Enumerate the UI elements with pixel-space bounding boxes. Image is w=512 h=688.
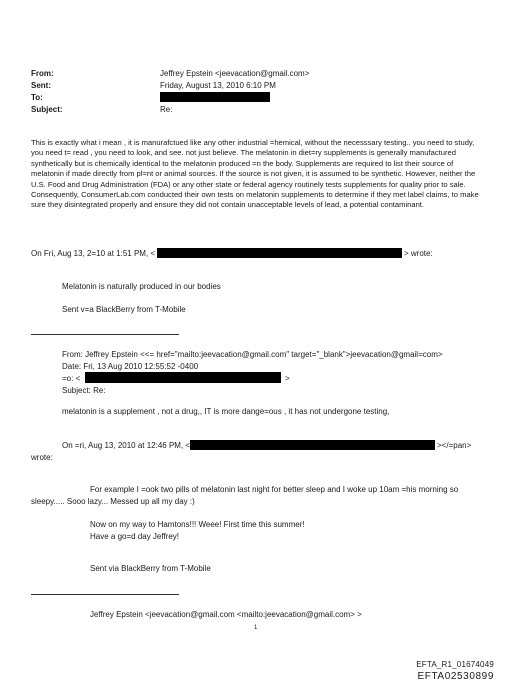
redaction-bar — [160, 92, 270, 102]
separator-line — [31, 594, 179, 595]
forwarded-message: melatonin is a supplement , not a drug,, IT is more dange=ous , it has not undergone testing, — [62, 407, 390, 416]
quote2-on-line: On =ri, Aug 13, 2010 at 12:46 PM, < — [62, 441, 191, 450]
from-label: From: — [31, 69, 54, 78]
quote2-signature: Sent via BlackBerry from T-Mobile — [90, 564, 211, 573]
forwarded-subject: Subject: Re: — [62, 386, 106, 395]
quote2-wrote: wrote: — [31, 453, 53, 462]
separator-line — [31, 334, 179, 335]
quote2-message2-line2: Have a go=d day Jeffrey! — [90, 532, 180, 541]
page-number: 1 — [254, 625, 258, 631]
redaction-bar — [85, 372, 281, 383]
footer-id-1: EFTA_R1_01674049 — [416, 660, 494, 669]
subject-label: Subject: — [31, 105, 63, 114]
quote2-message-line2: sleepy..... Sooo lazy... Messed up all my day :) — [31, 497, 195, 506]
redaction-bar — [190, 440, 435, 450]
quote2-message2-line1: Now on my way to Hamtons!!! Weee! First time this summer! — [90, 520, 305, 529]
forwarded-to: =o: < — [62, 374, 81, 383]
sent-value: Friday, August 13, 2010 6:10 PM — [160, 81, 276, 90]
quote2-on-line-end: ></=pan> — [437, 441, 472, 450]
closing-line: Jeffrey Epstein <jeevacation@gmail.com <mailto:jeevacation@gmail.com> > — [90, 610, 362, 619]
footer-id-2: EFTA02530899 — [417, 671, 494, 682]
sent-label: Sent: — [31, 81, 51, 90]
quote1-wrote: > wrote: — [404, 249, 433, 258]
redaction-bar — [157, 248, 402, 258]
forwarded-from: From: Jeffrey Epstein <<= href="mailto:jeevacation@gmail.com" target="_blank">jeevacation@gmail=com> — [62, 350, 443, 359]
forwarded-date: Date: Fri, 13 Aug 2010 12:55:52 -0400 — [62, 362, 199, 371]
quote1-message: Melatonin is naturally produced in our bodies — [62, 282, 221, 291]
forwarded-to-end: > — [285, 374, 290, 383]
body-paragraph: This is exactly what i mean , it is manurafctued like any other industrial =hemical, without the necesssary testing.. you need to study, you need t= read , you need to look, and see. not just believe. The melatonin in diet=ry supplements is generally manufactured synthetically but is chemically identical to the melatonin produced =n the body. Supplements are required to list their source of melatonin if made directly from pl=nt or animal sources. If the source is not given, it is assumed to be synthetic. However, neither the U.S. Food and Drug Administration (FDA) or any other state or federal agency routinely tests supplements for quality prior to sale. Consequently, ConsumerLab.com conducted their own tests on melatonin supplements to determine if they met label claims, to make sure they disintegrated properly and ensure they did not contain unacceptable levels of lead, a potential contaminant. — [31, 138, 479, 210]
from-value: Jeffrey Epstein <jeevacation@gmail.com> — [160, 69, 310, 78]
quote1-signature: Sent v=a BlackBerry from T-Mobile — [62, 305, 186, 314]
quote1-on-line: On Fri, Aug 13, 2=10 at 1:51 PM, < — [31, 249, 156, 258]
to-label: To: — [31, 93, 43, 102]
quote2-message-line1: For example I =ook two pills of melatonin last night for better sleep and I woke up 10am =his morning so — [90, 485, 459, 494]
subject-value: Re: — [160, 105, 173, 114]
